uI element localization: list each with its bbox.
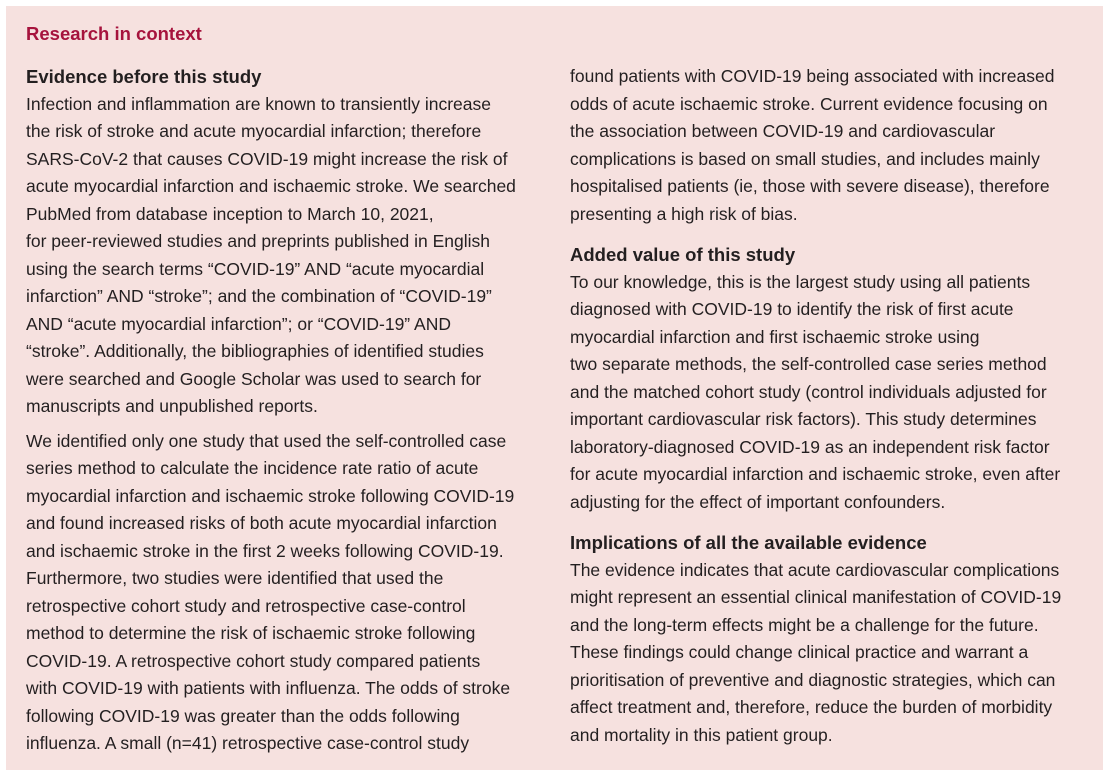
text-line: the association between COVID-19 and cardiovascular (570, 121, 996, 141)
text-line: laboratory-diagnosed COVID-19 as an independent risk factor (570, 436, 1050, 457)
text-line: adjusting for the effect of important confounders. (570, 491, 946, 512)
added-value-paragraph (570, 269, 1095, 517)
text-line: To our knowledge, this is the largest study using all patients (570, 271, 1031, 292)
text-line: two separate methods, the self-controlled case series method (570, 354, 1047, 374)
text-line: Furthermore, two studies were identified that used the (26, 568, 444, 588)
text-line: The evidence indicates that acute cardiovascular complications (570, 559, 1060, 580)
text-line: with COVID-19 with patients with influenza. The odds of stroke (26, 678, 511, 698)
text-line: odds of acute ischaemic stroke. Current evidence focusing on (570, 93, 1048, 114)
left-column (26, 63, 551, 758)
text-line: Infection and inflammation are known to transiently increase (26, 93, 491, 114)
evidence-before-heading: Evidence before this study (26, 66, 262, 87)
text-line: infarction” AND “stroke”; and the combination of “COVID-19” (26, 286, 492, 306)
text-line: presenting a high risk of bias. (570, 203, 798, 224)
text-line: might represent an essential clinical manifestation of COVID-19 (570, 587, 1062, 607)
text-line: important cardiovascular risk factors). This study determines (570, 409, 1037, 429)
text-line: myocardial infarction and ischaemic stroke following COVID-19 (26, 485, 515, 506)
text-line: prioritisation of preventive and diagnostic strategies, which can (570, 669, 1056, 690)
implications-heading: Implications of all the available evidence (570, 532, 927, 553)
panel-title: Research in context (26, 23, 202, 44)
text-line: found patients with COVID-19 being associated with increased (570, 66, 1055, 86)
research-in-context-panel (6, 6, 1103, 770)
text-line: myocardial infarction and first ischaemic stroke using (570, 326, 980, 347)
evidence-paragraph-continued (570, 63, 1095, 228)
evidence-paragraph-1 (26, 91, 551, 421)
text-line: SARS-CoV-2 that causes COVID-19 might increase the risk of (26, 148, 508, 169)
text-line: and the matched cohort study (control individuals adjusted for (570, 381, 1047, 402)
text-line: series method to calculate the incidence rate ratio of acute (26, 458, 479, 478)
text-line: and mortality in this patient group. (570, 724, 833, 745)
text-line: and ischaemic stroke in the first 2 weeks following COVID-19. (26, 540, 504, 561)
implications-paragraph (570, 557, 1095, 750)
text-line: affect treatment and, therefore, reduce the burden of morbidity (570, 697, 1053, 717)
text-line: PubMed from database inception to March 10, 2021, (26, 203, 434, 224)
text-line: and found increased risks of both acute myocardial infarction (26, 513, 497, 533)
added-value-heading: Added value of this study (570, 244, 796, 265)
text-line: We identified only one study that used the self-controlled case (26, 430, 507, 451)
text-line: AND “acute myocardial infarction”; or “COVID-19” AND (26, 313, 451, 334)
text-line: acute myocardial infarction and ischaemic stroke. We searched (26, 176, 516, 196)
text-line: COVID-19. A retrospective cohort study compared patients (26, 650, 481, 671)
text-line: the risk of stroke and acute myocardial infarction; therefore (26, 121, 482, 141)
text-line: These findings could change clinical practice and warrant a (570, 642, 1029, 662)
text-line: were searched and Google Scholar was used to search for (26, 368, 482, 389)
text-line: influenza. A small (n=41) retrospective case-control study (26, 733, 470, 753)
text-line: method to determine the risk of ischaemic stroke following (26, 623, 476, 643)
text-line: for acute myocardial infarction and ischaemic stroke, even after (570, 464, 1061, 484)
text-line: for peer-reviewed studies and preprints published in English (26, 231, 491, 251)
text-line: complications is based on small studies, and includes mainly (570, 148, 1040, 169)
text-line: using the search terms “COVID-19” AND “acute myocardial (26, 258, 485, 279)
text-line: following COVID-19 was greater than the odds following (26, 705, 460, 726)
text-line: hospitalised patients (ie, those with severe disease), therefore (570, 176, 1050, 196)
text-line: manuscripts and unpublished reports. (26, 396, 318, 416)
right-column (570, 63, 1095, 749)
text-line: and the long-term effects might be a challenge for the future. (570, 614, 1039, 635)
text-line: “stroke”. Additionally, the bibliographies of identified studies (26, 341, 484, 361)
evidence-paragraph-2 (26, 428, 551, 758)
text-line: diagnosed with COVID-19 to identify the risk of first acute (570, 299, 1014, 319)
text-line: retrospective cohort study and retrospective case-control (26, 595, 466, 616)
